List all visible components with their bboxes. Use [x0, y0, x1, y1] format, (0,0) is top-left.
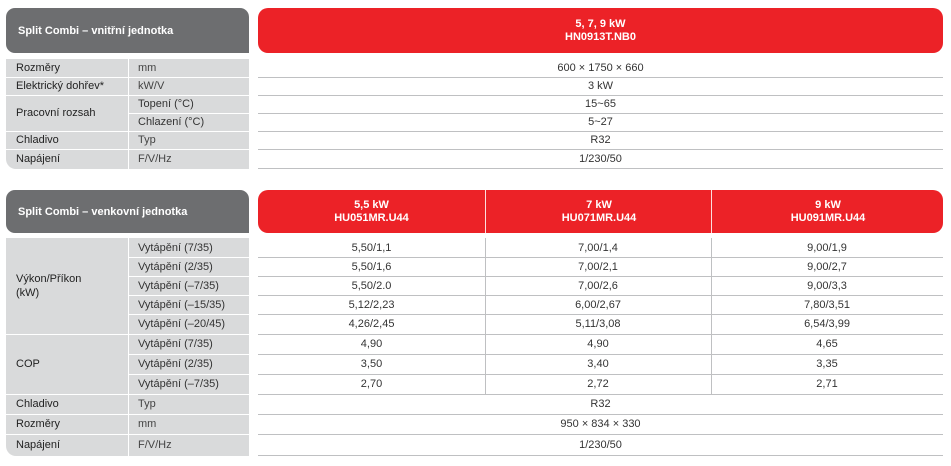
outdoor-vykon-row-1-col-3: 9,00/1,9: [807, 241, 847, 254]
outdoor-vykon-row-3-col-2: 7,00/2,6: [578, 279, 618, 292]
outdoor-cop-row-1-label: Vytápění (7/35): [138, 338, 213, 350]
outdoor-cop-row-2-col-1: 3,50: [360, 358, 383, 370]
outdoor-chladivo-unit: Typ: [138, 398, 156, 410]
outdoor-model-1-code: HU051MR.U44: [334, 211, 409, 224]
outdoor-cop-row-2-label: Vytápění (2/35): [138, 358, 213, 370]
indoor-rozsah-chlazeni: Chlazení (°C): [138, 116, 205, 128]
outdoor-vykon-label-line2: (kW): [16, 287, 40, 299]
outdoor-title-text: Split Combi – venkovní jednotka: [18, 205, 188, 218]
outdoor-cop-row-1-col-1: 4,90: [360, 338, 383, 350]
outdoor-rozmery-unit: mm: [138, 418, 157, 430]
outdoor-vykon-row-2-col-1: 5,50/1,6: [351, 260, 392, 273]
indoor-rozmery-value: 600 × 1750 × 660: [557, 62, 644, 74]
outdoor-cop-row-1-col-2: 4,90: [587, 338, 609, 350]
outdoor-vykon-row-5-col-2: 5,11/3,08: [575, 318, 621, 330]
outdoor-model-col-3: [711, 190, 944, 233]
indoor-napajeni-label: Napájení: [16, 152, 61, 165]
indoor-title-text: Split Combi – vnitřní jednotka: [18, 24, 174, 37]
outdoor-vykon-row-3-label: Vytápění (–7/35): [138, 279, 219, 292]
outdoor-rozmery-label: Rozměry: [16, 418, 61, 430]
outdoor-rozmery-value: 950 × 834 × 330: [560, 418, 641, 430]
indoor-model-code: HN0913T.NB0: [565, 30, 636, 43]
outdoor-vykon-row-4-col-2: 6,00/2,67: [575, 298, 621, 311]
indoor-chladivo-label: Chladivo: [16, 134, 59, 146]
outdoor-model-3-code: HU091MR.U44: [790, 211, 866, 224]
indoor-napajeni-unit: F/V/Hz: [138, 152, 172, 165]
outdoor-model-3-power: 9 kW: [815, 198, 841, 211]
outdoor-cop-row-3-label: Vytápění (–7/35): [138, 378, 219, 390]
indoor-chladivo-unit: Typ: [138, 134, 156, 146]
indoor-rozsah-label: Pracovní rozsah: [16, 107, 96, 119]
outdoor-napajeni-value: 1/230/50: [579, 438, 622, 451]
outdoor-cop-row-1-col-3: 4,65: [816, 338, 838, 350]
outdoor-vykon-row-4-col-3: 7,80/3,51: [804, 298, 850, 311]
indoor-dohrev-value: 3 kW: [587, 80, 614, 92]
outdoor-vykon-row-2-col-3: 9,00/2,7: [807, 260, 847, 273]
indoor-chladivo-value: R32: [590, 134, 611, 146]
outdoor-vykon-row-5-col-3: 6,54/3,99: [804, 318, 850, 330]
indoor-rozsah-chlazeni-value: 5~27: [588, 116, 613, 128]
outdoor-vykon-label: [6, 238, 128, 334]
outdoor-cop-row-3-col-1: 2,70: [360, 378, 383, 390]
outdoor-model-1-power: 5,5 kW: [354, 198, 389, 211]
outdoor-model-2-power: 7 kW: [586, 198, 612, 211]
outdoor-cop-label: COP: [16, 358, 40, 370]
outdoor-cop-row-3-col-3: 2,71: [816, 378, 838, 390]
outdoor-vykon-row-5-col-1: 4,26/2,45: [348, 318, 395, 330]
indoor-rozsah-topeni: Topení (°C): [138, 98, 194, 110]
outdoor-napajeni-label: Napájení: [16, 438, 61, 451]
outdoor-model-col-2: [485, 190, 712, 233]
outdoor-model-header: [258, 190, 943, 233]
outdoor-vykon-label-line1: Výkon/Příkon: [16, 273, 82, 285]
outdoor-vykon-row-4-col-1: 5,12/2,23: [348, 298, 395, 311]
indoor-rozmery-label: Rozměry: [16, 62, 61, 74]
outdoor-row-divider: [258, 455, 943, 456]
outdoor-vykon-row-5-label: Vytápění (–20/45): [138, 318, 226, 330]
outdoor-vykon-row-1-label: Vytápění (7/35): [138, 241, 213, 254]
indoor-model-power: 5, 7, 9 kW: [575, 17, 626, 30]
outdoor-cop-row-2-col-3: 3,35: [816, 358, 838, 370]
indoor-table-title: [6, 8, 249, 53]
outdoor-cop-row-2-col-2: 3,40: [587, 358, 609, 370]
outdoor-vykon-row-3-col-1: 5,50/2.0: [351, 279, 392, 292]
indoor-rozsah-topeni-value: 15~65: [585, 98, 616, 110]
outdoor-vykon-row-4-label: Vytápění (–15/35): [138, 298, 226, 311]
indoor-rozmery-unit: mm: [138, 62, 157, 74]
outdoor-chladivo-value: R32: [590, 398, 611, 410]
outdoor-napajeni-unit: F/V/Hz: [138, 438, 172, 451]
outdoor-vykon-row-3-col-3: 9,00/3,3: [807, 279, 847, 292]
outdoor-vykon-row-1-col-1: 5,50/1,1: [351, 241, 392, 254]
indoor-napajeni-value: 1/230/50: [579, 152, 622, 165]
indoor-model-header: [258, 8, 943, 53]
outdoor-vykon-row-2-col-2: 7,00/2,1: [578, 260, 618, 273]
indoor-dohrev-label: Elektrický dohřev*: [16, 80, 105, 92]
outdoor-table-title: [6, 190, 249, 233]
outdoor-model-2-code: HU071MR.U44: [561, 211, 637, 224]
indoor-row-divider: [258, 168, 943, 169]
outdoor-vykon-row-2-label: Vytápění (2/35): [138, 260, 213, 273]
outdoor-model-col-1: [258, 190, 485, 233]
indoor-dohrev-unit: kW/V: [138, 80, 165, 92]
outdoor-vykon-row-1-col-2: 7,00/1,4: [578, 241, 618, 254]
outdoor-chladivo-label: Chladivo: [16, 398, 59, 410]
outdoor-cop-row-3-col-2: 2,72: [587, 378, 609, 390]
